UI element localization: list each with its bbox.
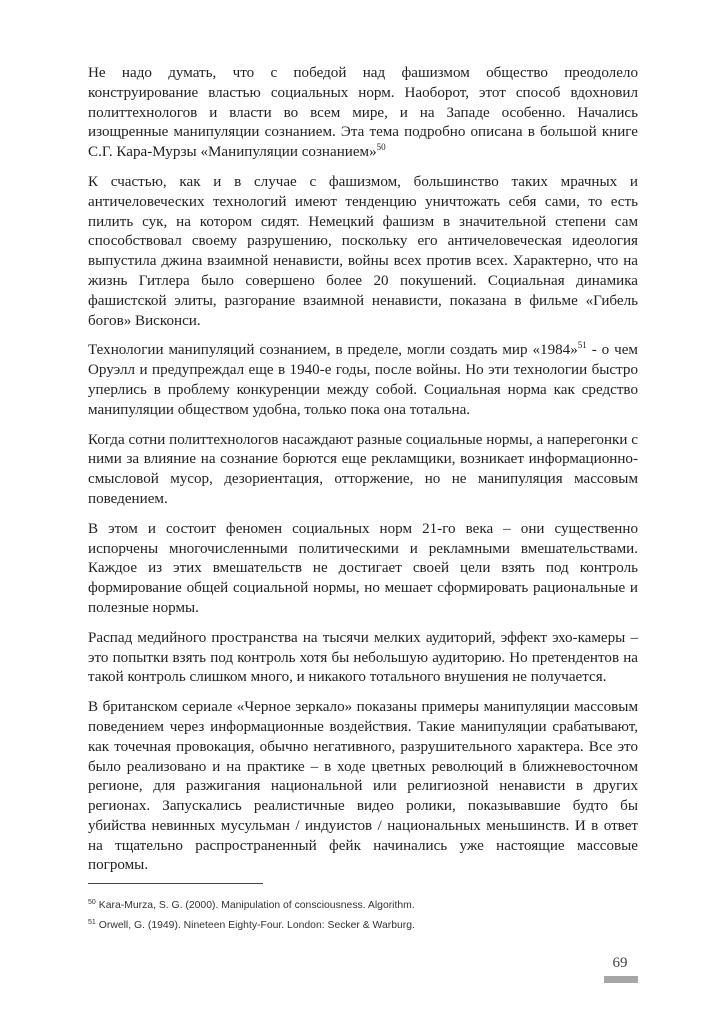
paragraph-3 xyxy=(88,341,638,420)
paragraph-text: К счастью, как и в случае с фашизмом, большинство таких мрачных и античеловеческих технологий имеют тенденцию уничтожать себя сами, то есть пилить сук, на котором сидят. Немецкий фашизм в значительной степени сам способствовал своему разрушению, поскольку его античеловеческая идеология выпустила джина взаимной ненависти, войны всех против всех. Характерно, что на жизнь Гитлера было совершено более 20 покушений. Социальная динамика фашистской элиты, разгорание взаимной ненависти, показана в фильме «Гибель богов» Висконси. xyxy=(88,173,638,329)
paragraph-5 xyxy=(88,520,638,619)
footnote-separator xyxy=(88,883,263,884)
footnote-number: 51 xyxy=(88,918,96,926)
paragraph-6 xyxy=(88,629,638,688)
footnote-text: Orwell, G. (1949). Nineteen Eighty-Four. London: Secker & Warburg. xyxy=(98,920,415,931)
footnote-number: 50 xyxy=(88,898,96,906)
paragraph-text: Технологии манипуляций сознанием, в пределе, могли создать мир «1984» xyxy=(88,342,578,359)
paragraph-text-continued: - о чем Оруэлл и предупреждал еще в 1940-е годы, после войны. Но эти технологии быстро уперлись в проблему конкуренции между собой. Социальная норма как средство манипуляции обществом удобна, только пока она тотальна. xyxy=(88,342,638,418)
footnote-text: Kara-Murza, S. G. (2000). Manipulation of consciousness. Algorithm. xyxy=(98,900,415,911)
footnotes xyxy=(88,896,638,936)
page-number-bar xyxy=(604,976,638,983)
footnote-ref-51[interactable]: 51 xyxy=(577,340,587,351)
paragraph-7 xyxy=(88,698,638,876)
paragraph-4 xyxy=(88,431,638,510)
paragraph-2 xyxy=(88,173,638,331)
footnote-51 xyxy=(88,916,638,936)
body-text xyxy=(88,64,638,886)
paragraph-text: В британском сериале «Черное зеркало» показаны примеры манипуляции массовым поведением через информационные воздействия. Такие манипуляции срабатывают, как точечная провокация, обычно негативного, разрушительного характера. Все это было реализовано и на практике – в ходе цветных революций в ближневосточном регионе, для разжигания национальной или религиозной ненависти в других регионах. Запускались реалистичные видео ролики, показывавшие будто бы убийства невинных мусульман / индуистов / национальных меньшинств. И в ответ на тщательно распространенный фейк начинались уже настоящие массовые погромы. xyxy=(88,699,638,874)
page-number: 69 xyxy=(612,955,628,971)
paragraph-text: Не надо думать, что с победой над фашизмом общество преодолело конструирование властью социальных норм. Наоборот, этот способ вдохновил политтехнологов и власти во всем мире, и на Западе особенно. Начались изощренные манипуляции сознанием. Эта тема подробно описана в большой книге С.Г. Кара-Мурзы «Манипуляции сознанием» xyxy=(88,65,638,161)
footnote-50 xyxy=(88,896,638,916)
paragraph-text: В этом и состоит феномен социальных норм 21-го века – они существенно испорчены многочисленными политическими и рекламными вмешательствами. Каждое из этих вмешательств не достигает своей цели взять под контроль формирование общей социальной нормы, но мешает сформировать рациональные и полезные нормы. xyxy=(88,520,638,616)
paragraph-text: Распад медийного пространства на тысячи мелких аудиторий, эффект эхо-камеры – это попытки взять под контроль хотя бы небольшую аудиторию. Но претендентов на такой контроль слишком много, и никакого тотального внушения не получается. xyxy=(88,629,638,686)
footnote-ref-50[interactable]: 50 xyxy=(376,142,386,153)
paragraph-text: Когда сотни политтехнологов насаждают разные социальные нормы, а наперегонки с ними за влияние на сознание борются еще рекламщики, возникает информационно-смысловой мусор, дезориентация, отторжение, но не манипуляция массовым поведением. xyxy=(88,431,638,507)
paragraph-1 xyxy=(88,64,638,163)
